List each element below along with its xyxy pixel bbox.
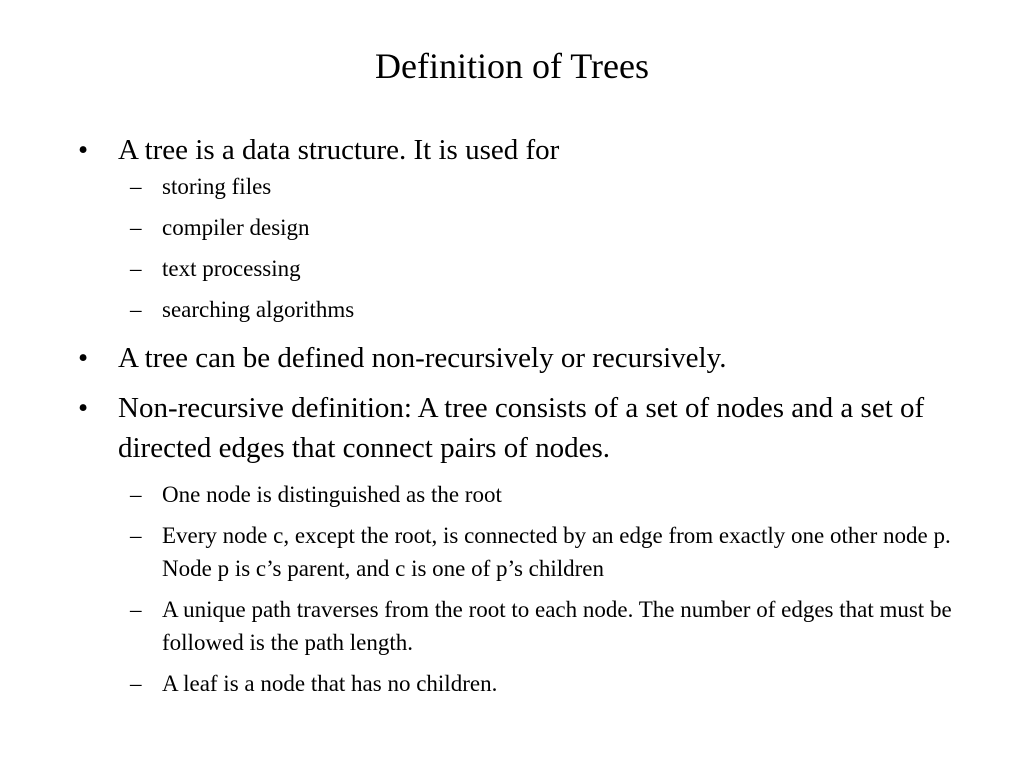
- sub-bullet-item: [78, 293, 978, 326]
- dash-mark: –: [130, 256, 142, 281]
- sub-bullet-item: [78, 667, 978, 700]
- bullet-text: Non-recursive definition: A tree consists of a set of nodes and a set of directed edges that connect pairs of nodes.: [118, 392, 925, 464]
- slide-title: Definition of Trees: [375, 46, 649, 86]
- bullet-item: [78, 388, 978, 468]
- bullet-item: [78, 338, 978, 378]
- bullet-text: A tree can be defined non-recursively or recursively.: [118, 342, 727, 374]
- slide-body: [78, 126, 978, 700]
- dash-mark: –: [130, 671, 142, 696]
- sub-bullet-text: compiler design: [162, 215, 310, 240]
- dash-mark: –: [130, 174, 142, 199]
- dash-mark: –: [130, 523, 142, 548]
- sub-bullet-item: [78, 211, 978, 244]
- bullet-mark: •: [78, 392, 89, 424]
- dash-mark: –: [130, 215, 142, 240]
- sub-bullet-text: One node is distinguished as the root: [162, 482, 502, 507]
- sub-bullet-text: searching algorithms: [162, 297, 355, 322]
- bullet-text: A tree is a data structure. It is used for: [118, 134, 560, 166]
- sub-bullet-item: [78, 519, 978, 585]
- sub-bullet-text: A unique path traverses from the root to each node. The number of edges that must be followed is the path length.: [162, 597, 952, 655]
- sub-bullet-item: [78, 252, 978, 285]
- sub-bullet-text: Every node c, except the root, is connected by an edge from exactly one other node p. Node p is c’s parent, and c is one of p’s children: [162, 523, 951, 581]
- sub-bullet-text: A leaf is a node that has no children.: [162, 671, 498, 696]
- sub-bullet-text: text processing: [162, 256, 301, 281]
- bullet-mark: •: [78, 134, 89, 166]
- dash-mark: –: [130, 482, 142, 507]
- sub-bullet-item: [78, 593, 978, 659]
- bullet-mark: •: [78, 342, 89, 374]
- sub-bullet-item: [78, 170, 978, 203]
- sub-bullet-text: storing files: [162, 174, 272, 199]
- dash-mark: –: [130, 297, 142, 322]
- bullet-item: [78, 130, 978, 170]
- dash-mark: –: [130, 597, 142, 622]
- sub-bullet-item: [78, 478, 978, 511]
